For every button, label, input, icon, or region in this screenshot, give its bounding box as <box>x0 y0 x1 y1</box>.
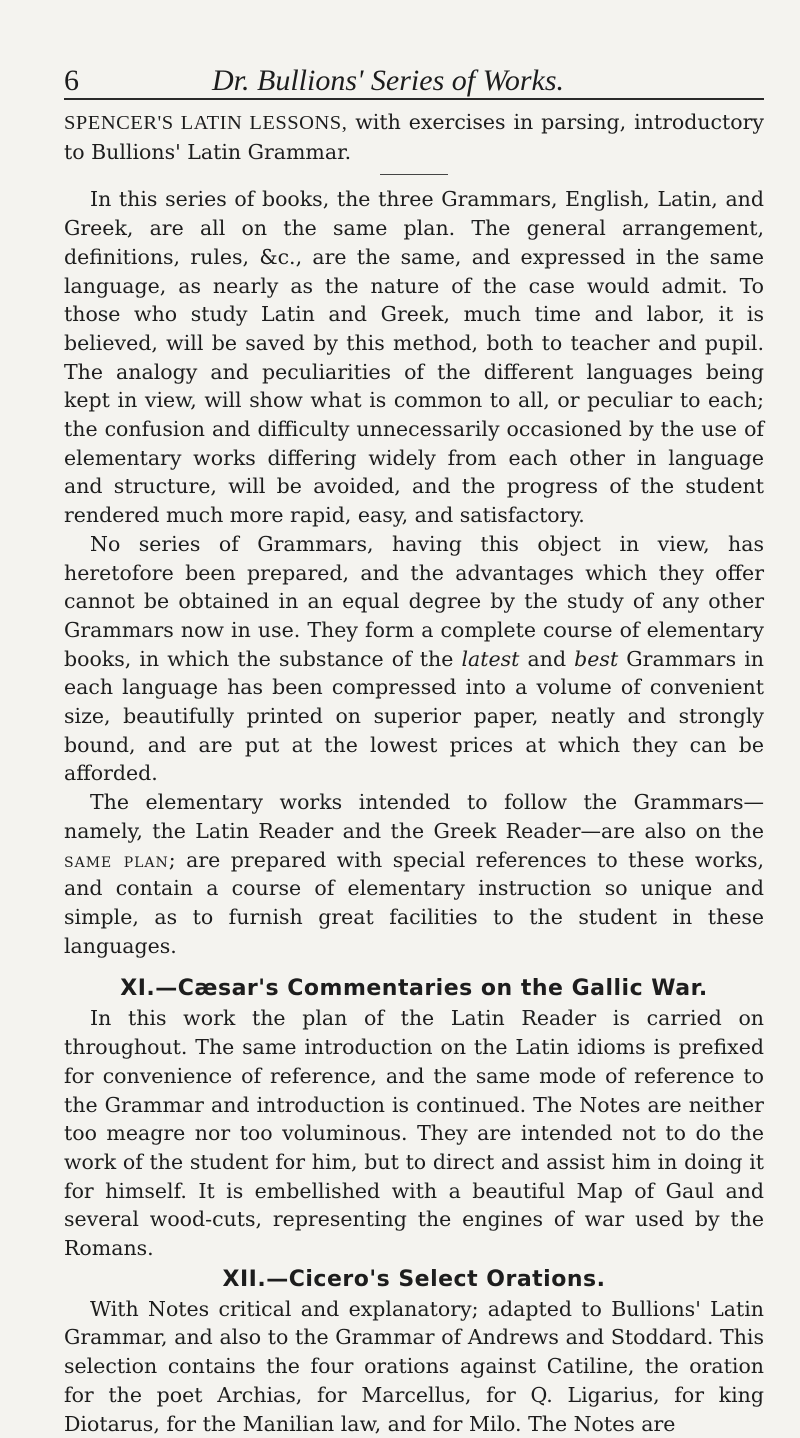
intro-paragraph-2-and: and <box>519 646 575 671</box>
small-caps-same-plan: same plan <box>64 847 169 872</box>
intro-paragraph-3 <box>64 788 764 960</box>
running-title: Dr. Bullions' Series of Works. <box>212 64 564 97</box>
page-number: 6 <box>64 64 79 97</box>
body-text <box>64 108 764 1438</box>
intro-paragraph-3-end: ; are prepared with special references to these works, and contain a course of elementary instruction so unique and simple, as to furnish great facilities to the student in these languages. <box>64 847 764 958</box>
intro-paragraph-2 <box>64 530 764 788</box>
section-divider <box>380 174 448 175</box>
emphasis-best: best <box>574 646 619 671</box>
intro-paragraph-2-start: No series of Grammars, having this object in view, has heretofore been prepared, and the advantages which they offer cannot be obtained in an equal degree by the study of any other Grammars now in use. They form a complete course of elementary books, in which the substance of the <box>64 531 764 671</box>
section-text-cicero: With Notes critical and explanatory; adapted to Bullions' Latin Grammar, and also to the Grammar of Andrews and Stoddard. This selection contains the four orations against Catiline, the oration for the poet Archias, for Marcellus, for Q. Ligarius, for king Diotarus, for the Manilian law, and for Milo. The Notes are <box>64 1296 764 1436</box>
page-header <box>64 58 764 100</box>
section-text-caesar: In this work the plan of the Latin Reader is carried on throughout. The same introduction on the Latin idioms is prefixed for convenience of reference, and the same mode of reference to the Grammar and introduction is continued. The Notes are neither too meagre nor too voluminous. They are intended not to do the work of the student for him, but to direct and assist him in doing it for himself. It is embellished with a beautiful Map of Gaul and several wood-cuts, representing the engines of war used by the Romans. <box>64 1006 764 1261</box>
emphasis-latest: latest <box>461 646 520 671</box>
entry-description: with exercises in parsing, introductory to Bullions' Latin Grammar. <box>64 110 764 164</box>
section-heading-caesar: XI.—Cæsar's Commentaries on the Gallic War. <box>120 976 708 1002</box>
entry-latin-lessons <box>64 108 764 166</box>
intro-paragraph-3-start: The elementary works intended to follow the Grammars—namely, the Latin Reader and the Greek Reader—are also on the <box>64 790 764 843</box>
book-page <box>64 0 764 1436</box>
intro-paragraph-2-end: Grammars in each language has been compressed into a volume of convenient size, beautifully printed on superior paper, neatly and strongly bound, and are put at the lowest prices at which they can be afforded. <box>64 646 764 786</box>
section-heading-cicero: XII.—Cicero's Select Orations. <box>222 1266 606 1292</box>
intro-paragraph-1: In this series of books, the three Grammars, English, Latin, and Greek, are all on the same plan. The general arrangement, definitions, rules, &c., are the same, and expressed in the same language, as nearly as the nature of the case would admit. To those who study Latin and Greek, much time and labor, it is believed, will be saved by this method, both to teacher and pupil. The analogy and peculiarities of the different languages being kept in view, will show what is common to all, or peculiar to each; the confusion and difficulty unnecessarily occasioned by the use of elementary works differing widely from each other in language and structure, will be avoided, and the progress of the student rendered much more rapid, easy, and satisfactory. <box>64 187 764 528</box>
entry-title: SPENCER'S LATIN LESSONS, <box>64 112 348 134</box>
